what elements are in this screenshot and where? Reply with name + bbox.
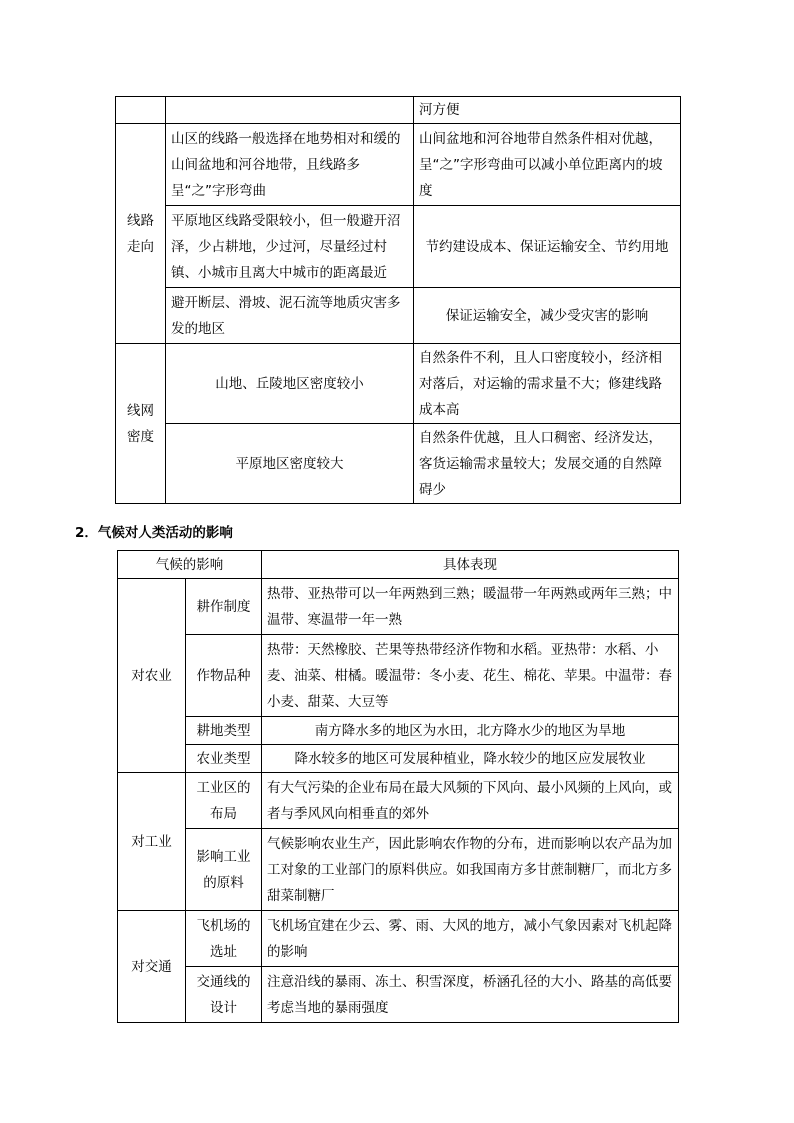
table-cell: 平原地区线路受限较小，但一般避开沼泽，少占耕地，少过河，尽量经过村镇、小城市且离大中城市的距离最近 xyxy=(166,206,414,288)
table-row xyxy=(116,206,681,288)
subcategory-label: 工业区的布局 xyxy=(186,773,262,829)
table-cell xyxy=(166,97,414,124)
table-cell: 平原地区密度较大 xyxy=(166,424,414,504)
column-header: 气候的影响 xyxy=(118,551,262,579)
table-row xyxy=(118,829,679,911)
table-row xyxy=(116,97,681,124)
column-header: 具体表现 xyxy=(262,551,679,579)
table-row xyxy=(116,124,681,206)
table-row xyxy=(118,967,679,1023)
table-cell: 自然条件不利，且人口密度较小，经济相对落后，对运输的需求量不大；修建线路成本高 xyxy=(414,344,681,424)
table-row xyxy=(118,773,679,829)
table-header-row xyxy=(118,551,679,579)
table-cell: 飞机场宜建在少云、雾、雨、大风的地方，减小气象因素对飞机起降的影响 xyxy=(262,911,679,967)
table-cell: 注意沿线的暴雨、冻土、积雪深度，桥涵孔径的大小、路基的高低要考虑当地的暴雨强度 xyxy=(262,967,679,1023)
table-cell xyxy=(116,97,166,124)
subcategory-label: 作物品种 xyxy=(186,635,262,717)
table-cell: 节约建设成本、保证运输安全、节约用地 xyxy=(414,206,681,288)
subcategory-label: 影响工业的原料 xyxy=(186,829,262,911)
table-row xyxy=(118,579,679,635)
category-label-transport: 对交通 xyxy=(118,911,186,1023)
table-row xyxy=(118,717,679,745)
subcategory-label: 耕作制度 xyxy=(186,579,262,635)
table-cell: 南方降水多的地区为水田，北方降水少的地区为旱地 xyxy=(262,717,679,745)
table-cell: 热带：天然橡胶、芒果等热带经济作物和水稻。亚热带：水稻、小麦、油菜、柑橘。暖温带：冬小麦、花生、棉花、苹果。中温带：春小麦、甜菜、大豆等 xyxy=(262,635,679,717)
section-heading: 2．气候对人类活动的影响 xyxy=(75,525,233,541)
table-cell: 热带、亚热带可以一年两熟到三熟；暖温带一年两熟或两年三熟；中温带、寒温带一年一熟 xyxy=(262,579,679,635)
category-label-network: 线网 密度 xyxy=(116,344,166,504)
table-row xyxy=(116,344,681,424)
table-row xyxy=(116,424,681,504)
subcategory-label: 农业类型 xyxy=(186,745,262,773)
climate-impact-table xyxy=(117,550,679,1023)
table-cell: 河方便 xyxy=(414,97,681,124)
subcategory-label: 飞机场的选址 xyxy=(186,911,262,967)
category-label-agriculture: 对农业 xyxy=(118,579,186,773)
table-cell: 山地、丘陵地区密度较小 xyxy=(166,344,414,424)
table-cell: 气候影响农业生产，因此影响农作物的分布，进而影响以农产品为加工对象的工业部门的原料供应。如我国南方多甘蔗制糖厂，而北方多甜菜制糖厂 xyxy=(262,829,679,911)
table-cell: 自然条件优越，且人口稠密、经济发达，客货运输需求量较大；发展交通的自然障碍少 xyxy=(414,424,681,504)
table-row xyxy=(118,745,679,773)
table-cell: 山间盆地和河谷地带自然条件相对优越，呈“之”字形弯曲可以减小单位距离内的坡度 xyxy=(414,124,681,206)
table-cell: 山区的线路一般选择在地势相对和缓的山间盆地和河谷地带，且线路多呈“之”字形弯曲 xyxy=(166,124,414,206)
transport-route-table xyxy=(115,96,681,504)
table-cell: 降水较多的地区可发展种植业，降水较少的地区应发展牧业 xyxy=(262,745,679,773)
subcategory-label: 耕地类型 xyxy=(186,717,262,745)
table-cell: 有大气污染的企业布局在最大风频的下风向、最小风频的上风向，或者与季风风向相垂直的郊外 xyxy=(262,773,679,829)
table-cell: 避开断层、滑坡、泥石流等地质灾害多发的地区 xyxy=(166,288,414,344)
category-label-route: 线路 走向 xyxy=(116,124,166,344)
table-row xyxy=(116,288,681,344)
category-label-industry: 对工业 xyxy=(118,773,186,911)
table-cell: 保证运输安全，减少受灾害的影响 xyxy=(414,288,681,344)
table-row xyxy=(118,635,679,717)
table-row xyxy=(118,911,679,967)
subcategory-label: 交通线的设计 xyxy=(186,967,262,1023)
